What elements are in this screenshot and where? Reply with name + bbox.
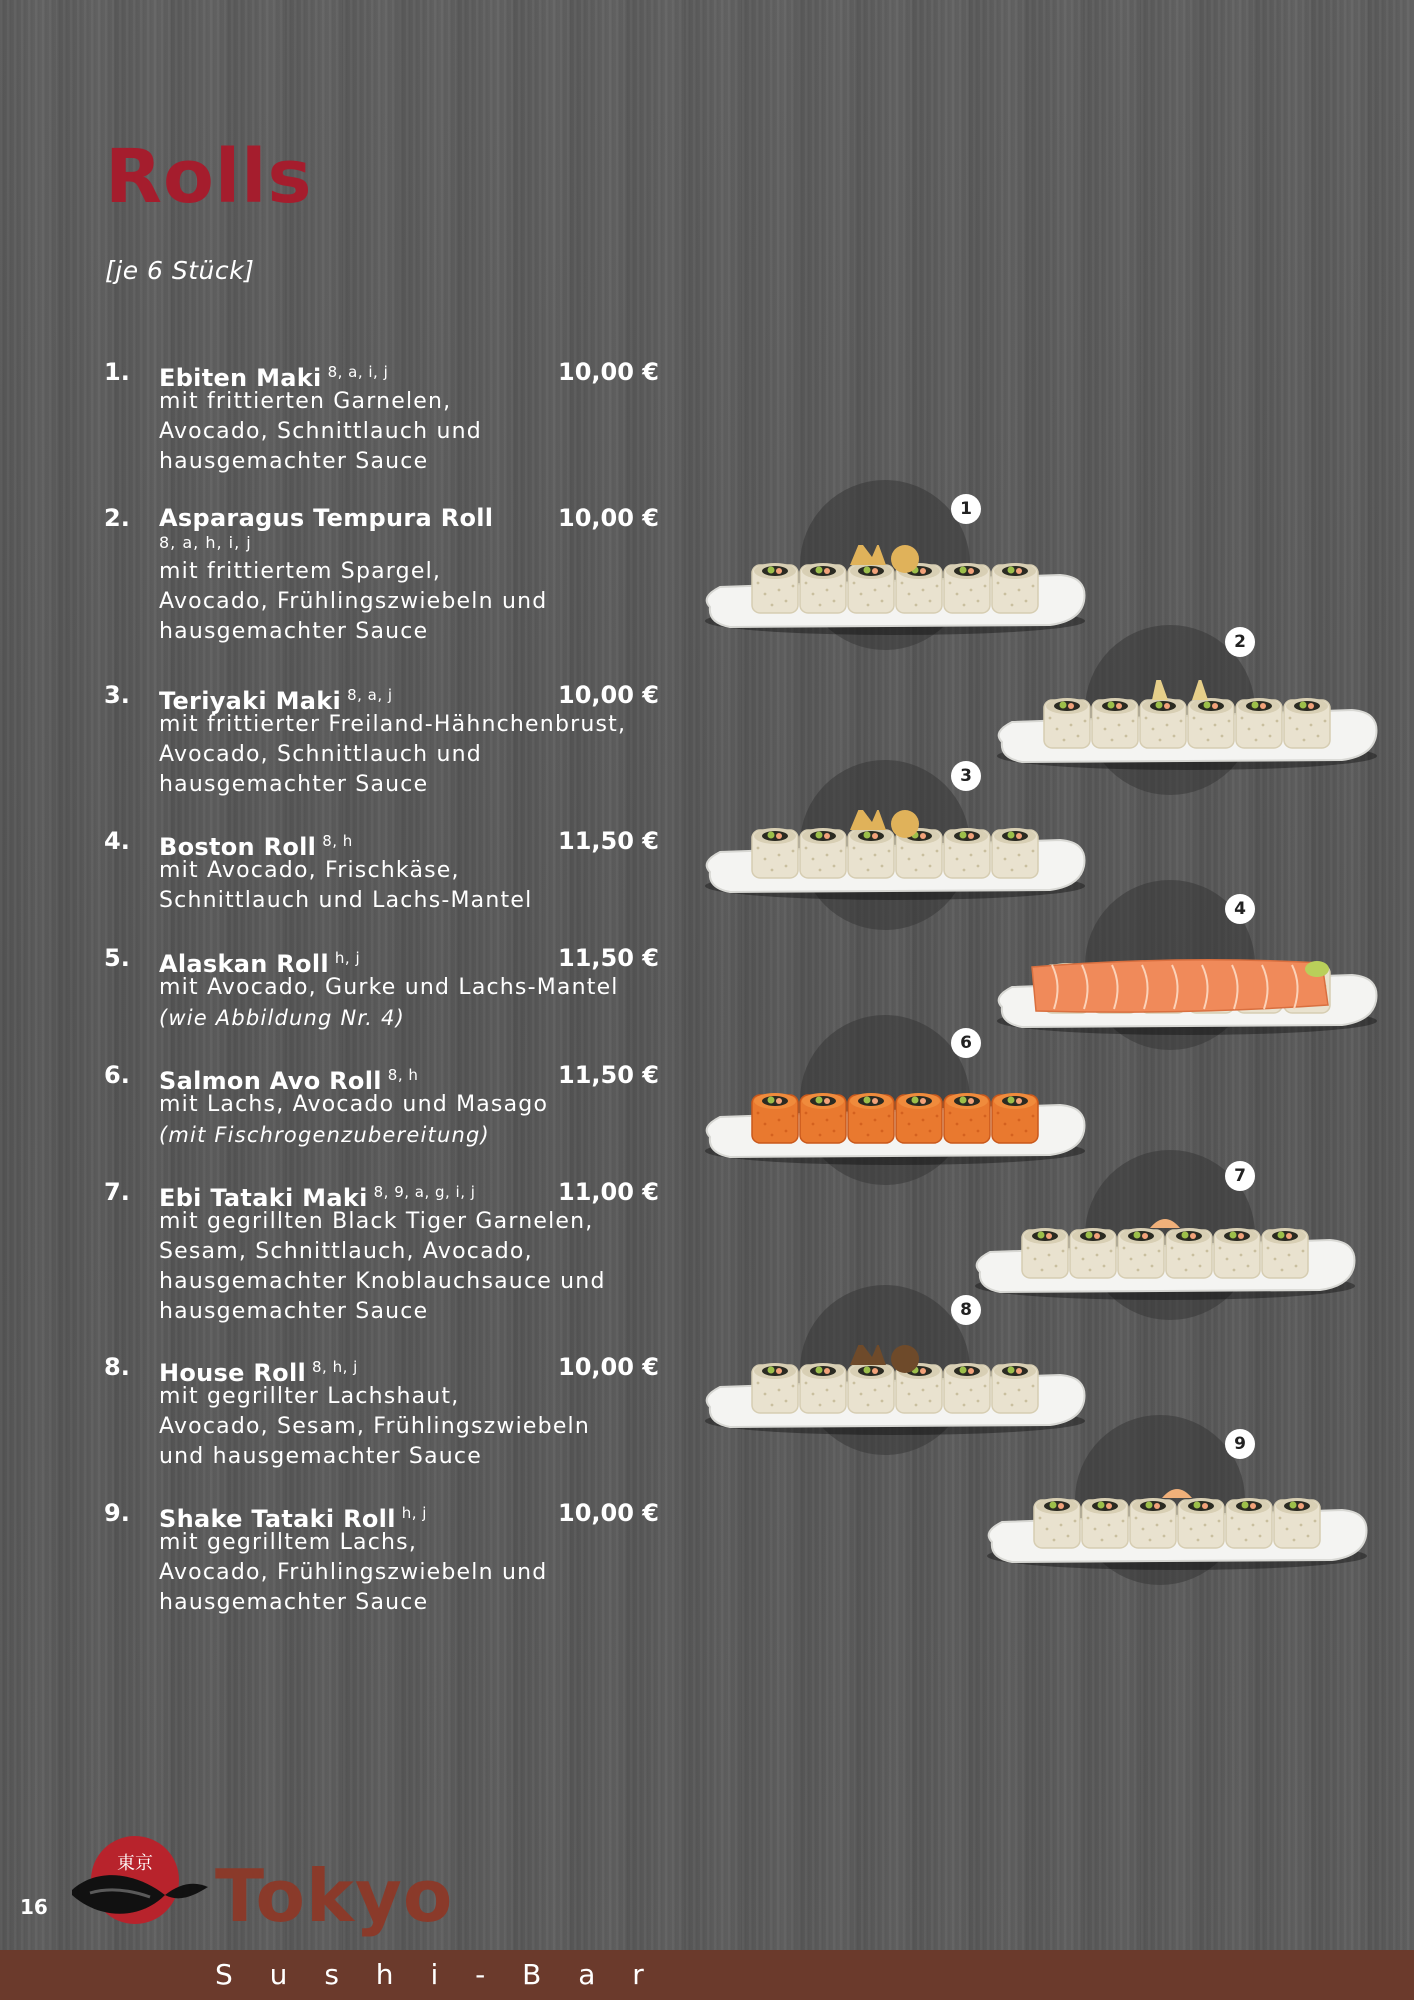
item-note: (mit Fischrogenzubereitung) [159, 1123, 490, 1147]
roll-piece [1140, 698, 1186, 748]
item-price: 11,50 € [558, 1061, 659, 1089]
roll-piece [896, 1093, 942, 1143]
item-price: 11,50 € [558, 944, 659, 972]
item-allergens: h, j [401, 1504, 427, 1522]
roll-piece [992, 563, 1038, 613]
dish-number-badge: 9 [1225, 1429, 1255, 1459]
roll-piece [1070, 1228, 1116, 1278]
roll-piece [848, 1093, 894, 1143]
roll-piece [1226, 1498, 1272, 1548]
dish-image [982, 1480, 1372, 1575]
item-allergens: 8, h [322, 832, 353, 850]
item-number: 4. [104, 827, 130, 855]
item-allergens: 8, h, j [312, 1358, 358, 1376]
item-note: (wie Abbildung Nr. 4) [159, 1006, 405, 1030]
topping [1162, 1489, 1192, 1498]
roll-piece [800, 1093, 846, 1143]
brand-name: Tokyo [215, 1854, 454, 1938]
roll-piece [1022, 1228, 1068, 1278]
dish-image [700, 1345, 1090, 1440]
roll-piece [848, 563, 894, 613]
item-name: Asparagus Tempura Roll [159, 504, 494, 532]
item-number: 7. [104, 1178, 130, 1206]
item-description: mit gegrillter Lachshaut, Avocado, Sesam, Frühlingszwiebeln und hausgemachter Sauce [159, 1384, 591, 1469]
topping [850, 810, 886, 830]
dish-image [700, 810, 1090, 905]
roll-piece [1092, 698, 1138, 748]
item-name: Boston Roll $^{8, h}$ [159, 832, 353, 861]
salmon-topping [1032, 960, 1328, 1012]
brand-tagline: S u s h i - B a r [215, 1958, 658, 1991]
item-description: mit frittierten Garnelen, Avocado, Schnittlauch und hausgemachter Sauce [159, 389, 482, 474]
item-description: mit gegrilltem Lachs, Avocado, Frühlingszwiebeln und hausgemachter Sauce [159, 1530, 548, 1615]
topping [850, 1345, 886, 1365]
roll-piece [1034, 1498, 1080, 1548]
item-name: Ebiten Maki $^{8, a, i, j}$ [159, 363, 389, 392]
roll-piece [848, 1363, 894, 1413]
item-description: mit Avocado, Frischkäse, Schnittlauch und Lachs-Mantel [159, 858, 533, 913]
roll-piece [992, 1093, 1038, 1143]
roll-piece [800, 563, 846, 613]
roll-piece [944, 828, 990, 878]
roll-piece [752, 1363, 798, 1413]
dish-image [992, 680, 1382, 775]
dish-number-badge: 8 [951, 1295, 981, 1325]
logo-glyph: 東京 [117, 1853, 153, 1874]
roll-piece [1178, 1498, 1224, 1548]
item-number: 9. [104, 1499, 130, 1527]
item-description: mit frittiertem Spargel, Avocado, Frühlingszwiebeln und hausgemachter Sauce [159, 559, 548, 644]
roll-piece [1262, 1228, 1308, 1278]
item-number: 1. [104, 358, 130, 386]
item-description: mit gegrillten Black Tiger Garnelen, Sesam, Schnittlauch, Avocado, hausgemachter Knoblauchsauce und hausgemachter Sauce [159, 1209, 606, 1324]
dish-image [970, 1210, 1360, 1305]
roll-piece [1044, 698, 1090, 748]
item-name: House Roll $^{8, h, j}$ [159, 1358, 358, 1387]
dish-number-badge: 1 [951, 494, 981, 524]
item-description: mit frittierter Freiland-Hähnchenbrust, Avocado, Schnittlauch und hausgemachter Sauce [159, 712, 627, 797]
dish-number-badge: 2 [1225, 627, 1255, 657]
roll-piece [944, 1093, 990, 1143]
roll-piece [944, 1363, 990, 1413]
item-price: 10,00 € [558, 504, 659, 532]
item-number: 3. [104, 681, 130, 709]
item-price: 11,00 € [558, 1178, 659, 1206]
dish-image [700, 1075, 1090, 1170]
roll-piece [752, 828, 798, 878]
roll-piece [800, 1363, 846, 1413]
roll-piece [1082, 1498, 1128, 1548]
item-name: Teriyaki Maki $^{8, a, j}$ [159, 686, 393, 715]
item-price: 11,50 € [558, 827, 659, 855]
item-price: 10,00 € [558, 1353, 659, 1381]
item-allergens: 8, h [387, 1066, 419, 1084]
roll-piece [944, 563, 990, 613]
roll-piece [1130, 1498, 1176, 1548]
roll-piece [848, 828, 894, 878]
item-number: 8. [104, 1353, 130, 1381]
dish-number-badge: 4 [1225, 894, 1255, 924]
page-subtitle: [je 6 Stück] [105, 256, 255, 285]
dish-number-badge: 3 [951, 761, 981, 791]
roll-piece [992, 828, 1038, 878]
item-number: 5. [104, 944, 130, 972]
roll-piece [1188, 698, 1234, 748]
dish-image [700, 545, 1090, 640]
tokyo-logo-icon [70, 1835, 210, 1959]
page-title: Rolls [105, 134, 313, 220]
item-allergens: 8, 9, a, g, i, j [373, 1183, 476, 1201]
roll-piece [752, 1093, 798, 1143]
item-allergens: 8, a, h, i, j [159, 533, 252, 552]
roll-piece [1166, 1228, 1212, 1278]
item-description: mit Lachs, Avocado und Masago (mit Fischrogenzubereitung) [159, 1090, 548, 1150]
item-description: mit Avocado, Gurke und Lachs-Mantel (wie Abbildung Nr. 4) [159, 973, 619, 1033]
item-allergens: h, j [334, 949, 361, 967]
topping [850, 545, 886, 565]
item-price: 10,00 € [558, 358, 659, 386]
roll-piece [1214, 1228, 1260, 1278]
roll-piece [1236, 698, 1282, 748]
item-name: Alaskan Roll $^{h, j}$ [159, 949, 361, 978]
roll-piece [752, 563, 798, 613]
dish-number-badge: 7 [1225, 1161, 1255, 1191]
item-number: 6. [104, 1061, 130, 1089]
topping [1152, 680, 1208, 700]
roll-piece [1118, 1228, 1164, 1278]
footer-bar [0, 1950, 1414, 2000]
page-number: 16 [20, 1895, 48, 1919]
dish-number-badge: 6 [951, 1028, 981, 1058]
item-name: Salmon Avo Roll $^{8, h}$ [159, 1066, 419, 1095]
roll-piece [1284, 698, 1330, 748]
roll-piece [992, 1363, 1038, 1413]
item-price: 10,00 € [558, 681, 659, 709]
topping [1150, 1219, 1180, 1228]
item-price: 10,00 € [558, 1499, 659, 1527]
item-number: 2. [104, 504, 130, 532]
item-name: Ebi Tataki Maki $^{8, 9, a, g, i, j}$ [159, 1183, 476, 1212]
item-allergens: 8, a, j [347, 686, 393, 704]
item-allergens: 8, a, i, j [327, 363, 389, 381]
dish-image [992, 945, 1382, 1040]
roll-piece [800, 828, 846, 878]
item-name: Shake Tataki Roll $^{h, j}$ [159, 1504, 427, 1533]
roll-piece [1274, 1498, 1320, 1548]
